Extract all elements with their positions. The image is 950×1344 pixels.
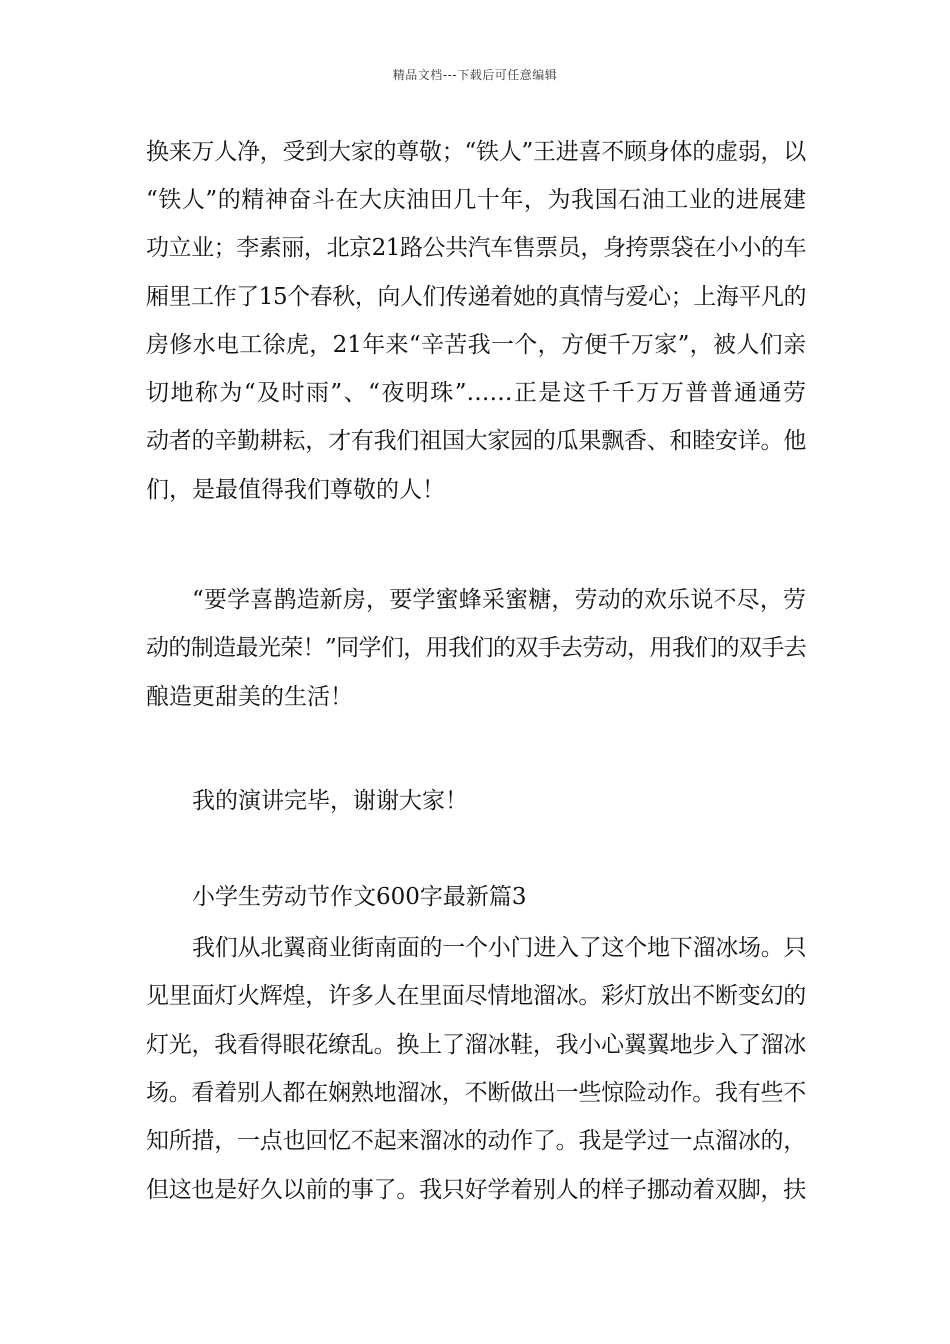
paragraph-1-line-7: 动者的辛勤耕耘，才有我们祖国大家园的瓜果飘香、和睦安详。他 [146,428,806,454]
paragraph-1-line-3: 功立业；李素丽，北京21路公共汽车售票员，身挎票袋在小小的车 [146,235,806,261]
paragraph-1-line-4: 厢里工作了15个春秋，向人们传递着她的真情与爱心；上海平凡的 [146,284,806,310]
closing-remark: 我的演讲完毕，谢谢大家！ [192,788,468,814]
paragraph-4-line-4: 场。看着别人都在娴熟地溜冰，不断做出一些惊险动作。我有些不 [146,1080,806,1106]
paragraph-4-line-3: 灯光，我看得眼花缭乱。换上了溜冰鞋，我小心翼翼地步入了溜冰 [146,1032,806,1058]
paragraph-1-line-2: “铁人”的精神奋斗在大庆油田几十年，为我国石油工业的进展建 [146,187,806,213]
paragraph-1-line-8: 们，是最值得我们尊敬的人！ [146,477,445,503]
paragraph-4-line-5: 知所措，一点也回忆不起来溜冰的动作了。我是学过一点溜冰的， [146,1128,806,1154]
paragraph-1-line-5: 房修水电工徐虎，21年来“辛苦我一个，方便千万家”，被人们亲 [146,332,806,358]
page-header: 精品文档---下载后可任意编辑 [392,68,558,82]
paragraph-2-line-1: “要学喜鹊造新房，要学蜜蜂采蜜糖，劳动的欢乐说不尽，劳 [192,587,806,613]
paragraph-2-line-2: 动的制造最光荣！”同学们，用我们的双手去劳动，用我们的双手去 [146,635,806,661]
paragraph-1-line-6: 切地称为“及时雨”、“夜明珠”……正是这千千万万普普通通劳 [146,380,806,406]
paragraph-2-line-3: 酿造更甜美的生活！ [146,684,353,710]
section-title: 小学生劳动节作文600字最新篇3 [192,884,527,910]
paragraph-4-line-1: 我们从北翼商业街南面的一个小门进入了这个地下溜冰场。只 [192,935,807,961]
paragraph-4-line-6: 但这也是好久以前的事了。我只好学着别人的样子挪动着双脚，扶 [146,1177,806,1203]
paragraph-1-line-1: 换来万人净，受到大家的尊敬；“铁人”王进喜不顾身体的虚弱，以 [146,139,807,165]
paragraph-4-line-2: 见里面灯火辉煌，许多人在里面尽情地溜冰。彩灯放出不断变幻的 [146,983,806,1009]
